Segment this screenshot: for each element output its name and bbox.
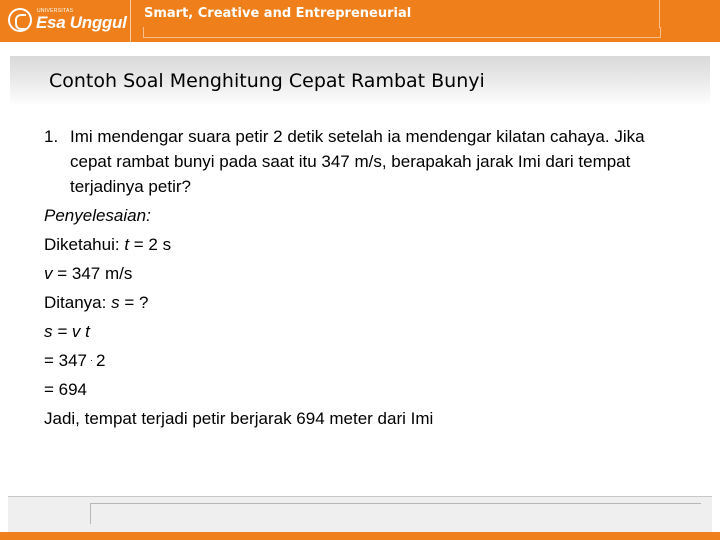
asked-value: = ? <box>119 293 149 312</box>
question-number: 1. <box>44 127 59 146</box>
conclusion: Jadi, tempat terjadi petir berjarak 694 meter dari Imi <box>44 409 434 428</box>
slide-content <box>44 124 684 433</box>
header-divider <box>130 0 131 42</box>
calculation-step-1 <box>44 346 684 375</box>
logo-name: Esa Unggul <box>36 13 127 32</box>
slide-title: Contoh Soal Menghitung Cepat Rambat Bunyi <box>49 70 485 92</box>
known-time <box>44 230 684 259</box>
logo-mark-icon <box>8 8 32 32</box>
tagline: Smart, Creative and Entrepreneurial <box>144 6 412 21</box>
distance-variable: s <box>111 293 120 312</box>
step1-right: 2 <box>96 351 106 370</box>
header-frame-line <box>143 27 661 38</box>
asked <box>44 288 684 317</box>
time-variable: t <box>124 235 130 254</box>
logo-small-text: UNIVERSITAS <box>37 8 74 14</box>
time-value: = 2 s <box>129 235 172 254</box>
speed-value: = 347 m/s <box>52 264 133 283</box>
header-frame-right-line <box>659 0 660 28</box>
asked-label: Ditanya: <box>44 293 112 312</box>
formula: s = v t <box>44 322 90 341</box>
known-label: Diketahui: <box>44 235 125 254</box>
university-logo <box>8 5 127 35</box>
footer-bar <box>0 532 720 540</box>
question-text: Imi mendengar suara petir 2 detik setelah ia mendengar kilatan cahaya. Jika cepat rambat bunyi pada saat itu 347 m/s, berapakah jarak Imi dari tempat terjadinya petir? <box>70 127 645 196</box>
step1-left: = 347 <box>44 351 88 370</box>
solution-label: Penyelesaian: <box>44 206 151 225</box>
question <box>44 124 684 199</box>
multiply-dot: · <box>90 355 94 365</box>
speed-variable: v <box>44 264 53 283</box>
footer-frame-line <box>90 503 701 524</box>
known-speed <box>44 259 684 288</box>
calculation-step-2: = 694 <box>44 380 88 399</box>
